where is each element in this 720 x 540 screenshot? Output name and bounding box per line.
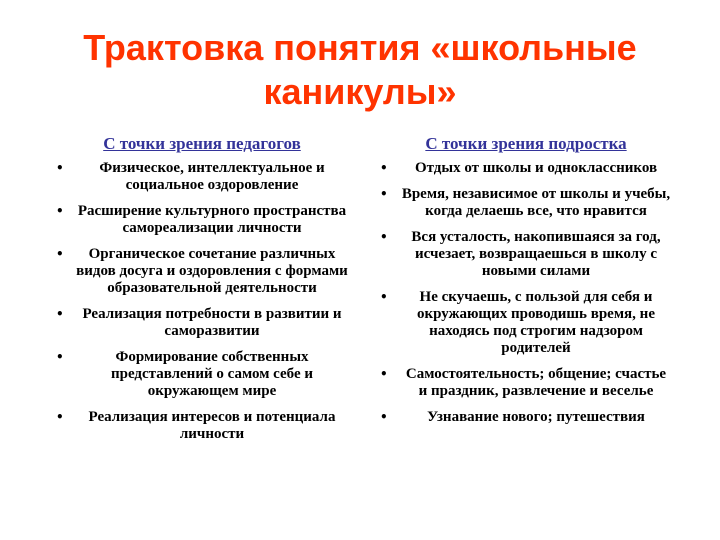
list-item — [56, 246, 348, 297]
bullet-dot-icon: • — [380, 187, 388, 201]
right-column-list — [380, 160, 672, 426]
list-item-text: Отдых от школы и одноклассников — [414, 160, 658, 176]
left-column-list — [56, 160, 348, 443]
list-item — [380, 366, 672, 400]
slide-title: Трактовка понятия «школьные каникулы» — [83, 27, 637, 112]
bullet-dot-icon: • — [380, 410, 388, 424]
bullet-dot-icon: • — [380, 290, 388, 304]
list-item-text: Время, независимое от школы и учебы, когда делаешь все, что нравится — [401, 186, 671, 219]
bullet-dot-icon: • — [380, 230, 388, 244]
list-item-text: Расширение культурного пространства самореализации личности — [77, 203, 347, 236]
list-item — [56, 203, 348, 237]
right-column-header: С точки зрения подростка — [425, 134, 627, 153]
bullet-dot-icon: • — [56, 161, 64, 175]
list-item-text: Реализация потребности в развитии и саморазвитии — [82, 306, 342, 339]
list-item-text: Вся усталость, накопившаяся за год, исчезает, возвращаешься в школу с новыми силами — [411, 229, 661, 279]
list-item-text: Реализация интересов и потенциала личности — [88, 409, 336, 442]
list-item-text: Узнавание нового; путешествия — [427, 409, 645, 425]
list-item — [56, 349, 348, 400]
list-item — [380, 160, 672, 177]
bullet-dot-icon: • — [56, 410, 64, 424]
list-item-text: Не скучаешь, с пользой для себя и окружающих проводишь время, не находясь под строгим надзором родителей — [417, 289, 655, 356]
bullet-dot-icon: • — [56, 247, 64, 261]
left-column-header: С точки зрения педагогов — [103, 134, 301, 153]
bullet-dot-icon: • — [380, 367, 388, 381]
bullet-dot-icon: • — [56, 350, 64, 364]
bullet-dot-icon: • — [380, 161, 388, 175]
list-item — [380, 409, 672, 426]
list-item-text: Самостоятельность; общение; счастье и праздник, развлечение и веселье — [405, 366, 667, 399]
left-column — [56, 134, 348, 452]
list-item-text: Органическое сочетание различных видов досуга и оздоровления с формами образовательной деятельности — [76, 246, 348, 296]
list-item-text: Формирование собственных представлений о самом себе и окружающем мире — [110, 349, 314, 399]
bullet-dot-icon: • — [56, 204, 64, 218]
list-item — [380, 229, 672, 280]
list-item-text: Физическое, интеллектуальное и социальное оздоровление — [99, 160, 325, 193]
list-item — [56, 160, 348, 194]
list-item — [380, 186, 672, 220]
list-item — [56, 409, 348, 443]
list-item — [380, 289, 672, 357]
bullet-dot-icon: • — [56, 307, 64, 321]
list-item — [56, 306, 348, 340]
right-column — [380, 134, 672, 435]
